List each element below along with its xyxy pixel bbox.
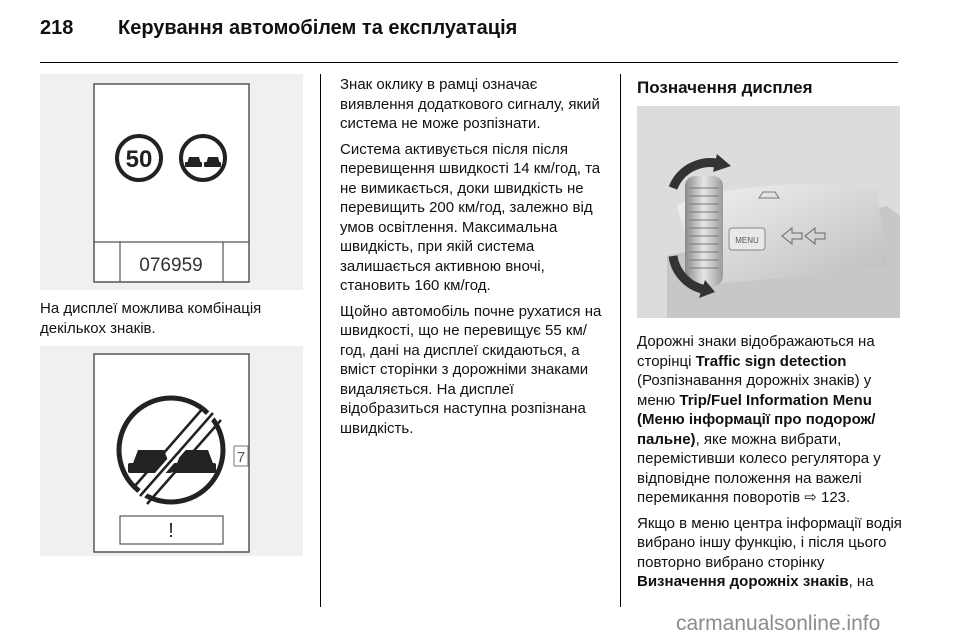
chapter-title: Керування автомобілем та експлуатація [118, 17, 518, 39]
end-no-overtaking-sign [119, 398, 223, 504]
menu-button-label: MENU [735, 236, 759, 245]
turn-signal-lever-photo [637, 106, 900, 318]
column-divider-1 [320, 74, 321, 607]
traffic-sign-detection-label: Traffic sign detection [695, 352, 847, 370]
odometer-code: 076959 [139, 255, 203, 276]
figure-end-of-restriction-sign [40, 346, 303, 556]
speed-limit-sign [117, 136, 161, 180]
trip-fuel-menu-label: Trip/Fuel Information Menu (Меню інформації про подорож/пальне) [637, 391, 876, 448]
column-divider-2 [620, 74, 621, 607]
section-heading: Позначення дисплея [637, 78, 813, 97]
page-reference-icon: ⇨ [804, 489, 817, 506]
column-3-text [637, 332, 902, 598]
column-2-text [340, 75, 610, 444]
display-illustration-2 [40, 346, 303, 556]
display-frame [94, 84, 249, 282]
page-header [40, 17, 517, 40]
figure1-caption [40, 299, 310, 344]
header-rule [40, 62, 898, 63]
figure-speed-limit-signs [40, 74, 303, 290]
paragraph-2: Система активується після після перевищення швидкості 14 км/год, та не вимикається, доки швидкість не перевищить 200 км/год, залежно від умов освітлення. Максимальна швидкість, при якій система залишається активною вночі, становить 160 км/год. [340, 140, 601, 294]
speed-limit-value: 50 [125, 146, 153, 173]
paragraph-menu-switch: Якщо в меню центра інформації водія вибрано іншу функцію, і після цього повторно вибрано сторінку Визначення дорожніх знаків, на [637, 514, 902, 590]
page-number: 218 [40, 17, 74, 39]
display-illustration-1 [40, 74, 303, 290]
paragraph-display-info: Дорожні знаки відображаються на сторінці Traffic sign detection (Розпізнавання дорожніх знаків) у меню Trip/Fuel Information Menu (Меню інформації про подорож/пальне), яке можна вибрати, перемістивши колесо регулятора у відповідне положення на важелі перемикання поворотів ⇨ 123. [637, 333, 881, 506]
no-overtaking-sign [181, 136, 225, 180]
paragraph-1: Знак оклику в рамці означає виявлення додаткового сигналу, який система не може розпізнати. [340, 76, 600, 132]
paragraph-3: Щойно автомобіль почне рухатися на швидкості, що не перевищує 55 км/год, дані на дисплеї скидаються, а вміст сторінки з дорожніми знаками видаляється. На дисплеї відобразиться наступна розпізнана швидкість. [340, 302, 602, 437]
exclamation-icon: ! [168, 520, 174, 542]
small-sign-digit: 7 [236, 449, 246, 466]
adjuster-wheel [685, 176, 723, 286]
traffic-sign-page-label: Визначення дорожніх знаків [637, 573, 849, 590]
watermark: carmanualsonline.info [676, 612, 881, 635]
caption-text: На дисплеї можлива комбінація декількох знаків. [40, 300, 262, 337]
